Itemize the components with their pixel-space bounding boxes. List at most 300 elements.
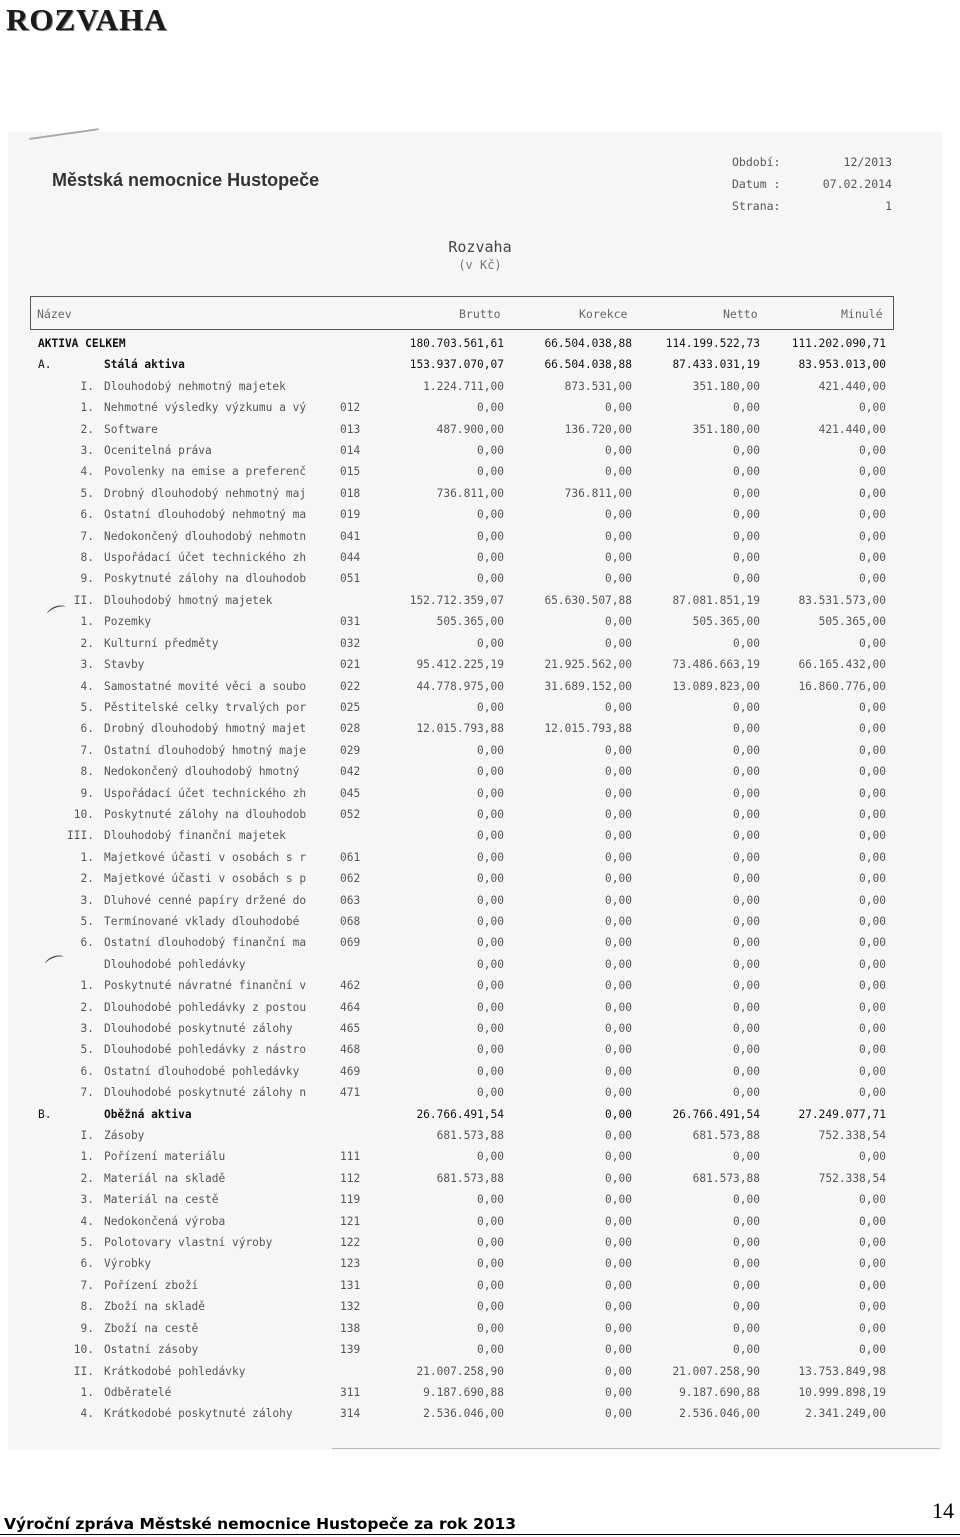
cell-netto: 0,00 (733, 486, 760, 500)
row-number: I. (80, 1129, 94, 1143)
cell-brutto: 21.007.258,90 (416, 1364, 504, 1378)
cell-netto: 0,00 (733, 1193, 760, 1207)
cell-minule: 0,00 (859, 1150, 886, 1164)
cell-minule: 27.249.077,71 (798, 1107, 886, 1121)
cell-netto: 2.536.046,00 (679, 1407, 760, 1421)
row-account-code: 014 (340, 444, 361, 458)
row-number: 4. (80, 1214, 94, 1228)
table-row (0, 762, 960, 783)
row-name: Dluhové cenné papíry držené do (104, 893, 307, 907)
row-name: Software (104, 422, 158, 436)
table-row (0, 634, 960, 655)
cell-korekce: 0,00 (605, 529, 632, 543)
column-minule: Minulé (841, 307, 883, 321)
cell-brutto: 0,00 (477, 1257, 504, 1271)
row-account-code: 465 (340, 1022, 361, 1035)
cell-korekce: 0,00 (605, 1343, 632, 1357)
row-name: Krátkodobé pohledávky (104, 1364, 246, 1378)
meta-value: 1 (885, 199, 892, 213)
cell-brutto: 0,00 (477, 1343, 504, 1357)
cell-netto: 0,00 (733, 1064, 760, 1078)
balance-rows (0, 334, 960, 1426)
cell-brutto: 487.900,00 (436, 422, 504, 436)
cell-korekce: 0,00 (605, 829, 632, 843)
cell-korekce: 0,00 (605, 1321, 632, 1335)
cell-korekce: 0,00 (605, 615, 632, 629)
cell-minule: 0,00 (859, 1321, 886, 1335)
cell-brutto: 0,00 (477, 465, 504, 479)
row-number: 2. (80, 1000, 94, 1014)
report-unit: (v Kč) (458, 258, 502, 272)
row-number: 2. (80, 422, 94, 436)
cell-minule: 0,00 (859, 979, 886, 993)
row-number: 8. (80, 1300, 94, 1314)
cell-netto: 0,00 (733, 786, 760, 800)
cell-korekce: 0,00 (605, 1043, 632, 1057)
row-account-code: 069 (340, 936, 361, 950)
row-account-code: 122 (340, 1236, 361, 1250)
cell-korekce: 65.630.507,88 (544, 593, 632, 607)
row-account-code: 138 (340, 1321, 361, 1335)
cell-korekce: 0,00 (605, 765, 632, 779)
cell-korekce: 0,00 (605, 1107, 632, 1121)
row-name: Materiál na cestě (104, 1193, 219, 1207)
cell-minule: 0,00 (859, 444, 886, 458)
row-number: 9. (80, 786, 94, 800)
cell-netto: 0,00 (733, 1300, 760, 1314)
page-bottom-line (332, 1448, 940, 1449)
row-number: II. (73, 1364, 94, 1378)
row-name: Nehmotné výsledky výzkumu a vý (104, 401, 307, 415)
cell-korekce: 0,00 (605, 551, 632, 565)
row-name: Zásoby (104, 1129, 145, 1143)
cell-brutto: 0,00 (477, 743, 504, 757)
row-number: 3. (80, 893, 94, 907)
row-name: Samostatné movité věci a soubo (104, 679, 307, 693)
row-number: 5. (80, 914, 94, 928)
row-account-code: 068 (340, 914, 361, 928)
row-number: 6. (80, 1064, 94, 1078)
cell-korekce: 0,00 (605, 1364, 632, 1378)
row-account-code: 019 (340, 508, 361, 522)
row-account-code: 015 (340, 465, 361, 479)
cell-brutto: 0,00 (477, 1086, 504, 1100)
cell-brutto: 9.187.690,88 (423, 1385, 504, 1399)
cell-brutto: 0,00 (477, 765, 504, 779)
cell-brutto: 0,00 (477, 444, 504, 458)
row-name: Dlouhodobé poskytnuté zálohy (104, 1022, 293, 1035)
cell-brutto: 0,00 (477, 1214, 504, 1228)
row-number: 6. (80, 1257, 94, 1271)
meta-page (732, 199, 892, 221)
cell-korekce: 66.504.038,88 (544, 337, 632, 350)
cell-minule: 752.338,54 (818, 1129, 886, 1143)
cell-netto: 0,00 (733, 979, 760, 993)
cell-minule: 0,00 (859, 1214, 886, 1228)
cell-brutto: 0,00 (477, 551, 504, 565)
table-row (0, 1062, 960, 1083)
cell-brutto: 0,00 (477, 1064, 504, 1078)
row-account-code: 112 (340, 1171, 361, 1185)
row-number: 5. (80, 700, 94, 714)
row-number: 3. (80, 1193, 94, 1207)
cell-minule: 0,00 (859, 1064, 886, 1078)
cell-netto: 0,00 (733, 850, 760, 864)
cell-netto: 0,00 (733, 1343, 760, 1357)
row-account-code: 045 (340, 786, 361, 800)
cell-minule: 0,00 (859, 1086, 886, 1100)
cell-korekce: 31.689.152,00 (544, 679, 632, 693)
row-name: Poskytnuté zálohy na dlouhodob (104, 807, 307, 821)
row-account-code: 469 (340, 1064, 361, 1078)
row-name: Kulturní předměty (104, 636, 219, 650)
table-row (0, 698, 960, 719)
cell-korekce: 0,00 (605, 636, 632, 650)
cell-brutto: 0,00 (477, 1300, 504, 1314)
cell-netto: 0,00 (733, 722, 760, 736)
table-row (0, 441, 960, 462)
cell-brutto: 1.224.711,00 (423, 379, 504, 393)
cell-korekce: 0,00 (605, 979, 632, 993)
cell-netto: 9.187.690,88 (679, 1385, 760, 1399)
row-name: Ostatní dlouhodobý finanční ma (104, 936, 307, 950)
row-name: Termínované vklady dlouhodobé (104, 914, 300, 928)
cell-korekce: 736.811,00 (564, 486, 632, 500)
cell-brutto: 0,00 (477, 1236, 504, 1250)
table-row (0, 462, 960, 483)
row-account-code: 471 (340, 1086, 361, 1100)
row-number: 6. (80, 722, 94, 736)
cell-minule: 0,00 (859, 486, 886, 500)
cell-brutto: 0,00 (477, 1321, 504, 1335)
cell-korekce: 0,00 (605, 957, 632, 971)
cell-netto: 0,00 (733, 1278, 760, 1292)
row-account-code: 464 (340, 1000, 361, 1014)
cell-korekce: 0,00 (605, 872, 632, 886)
cell-brutto: 26.766.491,54 (416, 1107, 504, 1121)
row-number: 7. (80, 1278, 94, 1292)
cell-brutto: 0,00 (477, 636, 504, 650)
row-number: 1. (80, 615, 94, 629)
row-name: Povolenky na emise a preferenč (104, 465, 307, 479)
row-name: Uspořádací účet technického zh (104, 786, 307, 800)
table-row (0, 1040, 960, 1061)
row-number: 9. (80, 572, 94, 586)
row-name: Majetkové účasti v osobách s p (104, 872, 307, 886)
cell-minule: 10.999.898,19 (798, 1385, 886, 1399)
cell-netto: 0,00 (733, 1086, 760, 1100)
column-header (30, 296, 894, 330)
cell-korekce: 12.015.793,88 (544, 722, 632, 736)
row-number: 9. (80, 1321, 94, 1335)
cell-brutto: 152.712.359,07 (409, 593, 504, 607)
row-number: 7. (80, 1086, 94, 1100)
row-number: III. (67, 829, 94, 843)
cell-minule: 0,00 (859, 1343, 886, 1357)
cell-netto: 0,00 (733, 1000, 760, 1014)
cell-korekce: 0,00 (605, 572, 632, 586)
row-account-code: 062 (340, 872, 361, 886)
row-name: AKTIVA CELKEM (38, 337, 126, 350)
cell-minule: 0,00 (859, 807, 886, 821)
cell-korekce: 0,00 (605, 1236, 632, 1250)
row-name: Dlouhodobý nehmotný majetek (104, 379, 286, 393)
cell-korekce: 136.720,00 (564, 422, 632, 436)
row-name: Ostatní dlouhodobé pohledávky (104, 1064, 300, 1078)
row-number: 6. (80, 508, 94, 522)
cell-korekce: 0,00 (605, 1300, 632, 1314)
row-account-code: 139 (340, 1343, 361, 1357)
row-name: Uspořádací účet technického zh (104, 551, 307, 565)
cell-brutto: 0,00 (477, 936, 504, 950)
hospital-name: Městská nemocnice Hustopeče (52, 170, 320, 190)
row-name: Polotovary vlastní výroby (104, 1236, 273, 1250)
handwritten-mark: ⌒ (45, 603, 73, 631)
cell-netto: 114.199.522,73 (665, 337, 760, 350)
cell-brutto: 44.778.975,00 (416, 679, 504, 693)
cell-brutto: 0,00 (477, 979, 504, 993)
row-account-code: 029 (340, 743, 361, 757)
row-number: 10. (73, 1343, 94, 1357)
cell-netto: 26.766.491,54 (672, 1107, 760, 1121)
cell-korekce: 0,00 (605, 1278, 632, 1292)
cell-brutto: 736.811,00 (436, 486, 504, 500)
cell-netto: 681.573,88 (692, 1171, 760, 1185)
table-row (0, 1126, 960, 1147)
table-row (0, 805, 960, 826)
row-name: Ostatní dlouhodobý nehmotný ma (104, 508, 307, 522)
row-name: Pozemky (104, 615, 152, 629)
row-account-code: 462 (340, 979, 361, 993)
row-name: Zboží na cestě (104, 1321, 199, 1335)
table-row (0, 420, 960, 441)
cell-korekce: 0,00 (605, 786, 632, 800)
row-number: 1. (80, 1150, 94, 1164)
cell-korekce: 0,00 (605, 1150, 632, 1164)
table-row (0, 955, 960, 976)
table-row (0, 1383, 960, 1404)
cell-korekce: 0,00 (605, 1407, 632, 1421)
cell-netto: 87.433.031,19 (672, 358, 760, 372)
cell-minule: 0,00 (859, 551, 886, 565)
row-account-code: 063 (340, 893, 361, 907)
cell-netto: 0,00 (733, 743, 760, 757)
cell-brutto: 180.703.561,61 (409, 337, 504, 350)
row-number: 7. (80, 743, 94, 757)
row-name: Odběratelé (104, 1385, 172, 1399)
cell-netto: 0,00 (733, 572, 760, 586)
table-row (0, 677, 960, 698)
table-row (0, 334, 960, 355)
footer-title: Výroční zpráva Městské nemocnice Hustopeče za rok 2013 (4, 1515, 517, 1533)
table-row (0, 505, 960, 526)
meta-date (732, 177, 892, 199)
handwritten-mark: ⌒ (43, 953, 71, 981)
table-row (0, 398, 960, 419)
table-row (0, 1169, 960, 1190)
row-name: Nedokončená výroba (104, 1214, 226, 1228)
cell-minule: 0,00 (859, 1300, 886, 1314)
cell-minule: 0,00 (859, 700, 886, 714)
cell-netto: 0,00 (733, 1321, 760, 1335)
cell-minule: 0,00 (859, 465, 886, 479)
cell-korekce: 0,00 (605, 401, 632, 415)
row-name: Zboží na skladě (104, 1300, 206, 1314)
cell-brutto: 681.573,88 (436, 1129, 504, 1143)
cell-minule: 2.341.249,00 (805, 1407, 886, 1421)
row-name: Dlouhodobé pohledávky z nástro (104, 1043, 307, 1057)
cell-netto: 0,00 (733, 1257, 760, 1271)
row-number: 1. (80, 1385, 94, 1399)
cell-minule: 0,00 (859, 1043, 886, 1057)
table-row (0, 891, 960, 912)
row-name: Dlouhodobý hmotný majetek (104, 593, 273, 607)
cell-minule: 0,00 (859, 572, 886, 586)
cell-korekce: 21.925.562,00 (544, 658, 632, 672)
cell-minule: 421.440,00 (818, 422, 886, 436)
row-account-code: 042 (340, 765, 361, 779)
table-row (0, 1212, 960, 1233)
cell-netto: 0,00 (733, 936, 760, 950)
table-row (0, 1297, 960, 1318)
cell-minule: 16.860.776,00 (798, 679, 886, 693)
cell-brutto: 0,00 (477, 1043, 504, 1057)
cell-netto: 0,00 (733, 872, 760, 886)
table-row (0, 569, 960, 590)
report-title: Rozvaha (448, 238, 512, 256)
table-row (0, 976, 960, 997)
row-name: Pořízení zboží (104, 1278, 199, 1292)
cell-minule: 0,00 (859, 401, 886, 415)
cell-netto: 0,00 (733, 807, 760, 821)
cell-brutto: 0,00 (477, 1278, 504, 1292)
cell-korekce: 0,00 (605, 1257, 632, 1271)
cell-netto: 0,00 (733, 1214, 760, 1228)
cell-minule: 0,00 (859, 743, 886, 757)
row-name: Dlouhodobé poskytnuté zálohy n (104, 1086, 307, 1100)
cell-minule: 83.531.573,00 (798, 593, 886, 607)
cell-korekce: 0,00 (605, 893, 632, 907)
row-number: I. (80, 379, 94, 393)
table-row (0, 527, 960, 548)
page-number: 14 (932, 1498, 954, 1523)
cell-minule: 0,00 (859, 829, 886, 843)
row-account-code: 021 (340, 658, 361, 672)
table-row (0, 1105, 960, 1126)
meta-period (732, 155, 892, 177)
row-number: 8. (80, 765, 94, 779)
table-row (0, 869, 960, 890)
cell-korekce: 0,00 (605, 850, 632, 864)
cell-brutto: 95.412.225,19 (416, 658, 504, 672)
table-row (0, 741, 960, 762)
row-number: 7. (80, 529, 94, 543)
row-number: 2. (80, 1171, 94, 1185)
cell-minule: 0,00 (859, 1278, 886, 1292)
cell-minule: 0,00 (859, 1193, 886, 1207)
document-heading: ROZVAHA (6, 2, 168, 37)
cell-netto: 0,00 (733, 529, 760, 543)
row-name: Materiál na skladě (104, 1171, 226, 1185)
cell-netto: 0,00 (733, 508, 760, 522)
column-name: Název (37, 307, 72, 321)
meta-label: Strana: (732, 199, 781, 213)
table-row (0, 1404, 960, 1425)
column-netto: Netto (723, 307, 758, 321)
report-meta (732, 155, 892, 221)
row-number: 6. (80, 936, 94, 950)
row-account-code: 121 (340, 1214, 361, 1228)
cell-minule: 0,00 (859, 1022, 886, 1035)
cell-brutto: 0,00 (477, 1000, 504, 1014)
meta-value: 07.02.2014 (822, 177, 892, 191)
row-number: 8. (80, 551, 94, 565)
table-row (0, 998, 960, 1019)
cell-brutto: 2.536.046,00 (423, 1407, 504, 1421)
cell-netto: 0,00 (733, 893, 760, 907)
table-row (0, 784, 960, 805)
cell-netto: 0,00 (733, 914, 760, 928)
table-row (0, 1362, 960, 1383)
row-name: Ocenitelná práva (104, 444, 212, 458)
cell-brutto: 12.015.793,88 (416, 722, 504, 736)
column-brutto: Brutto (459, 307, 501, 321)
cell-netto: 73.486.663,19 (672, 658, 760, 672)
row-account-code: 012 (340, 401, 361, 415)
cell-minule: 0,00 (859, 765, 886, 779)
table-row (0, 1340, 960, 1361)
row-account-code: 018 (340, 486, 361, 500)
cell-korekce: 0,00 (605, 743, 632, 757)
cell-korekce: 0,00 (605, 1171, 632, 1185)
row-number: 3. (80, 444, 94, 458)
table-row (0, 826, 960, 847)
row-account-code: 051 (340, 572, 361, 586)
cell-brutto: 505.365,00 (436, 615, 504, 629)
row-account-code: 311 (340, 1385, 361, 1399)
cell-brutto: 0,00 (477, 786, 504, 800)
row-account-code: 013 (340, 422, 361, 436)
cell-minule: 0,00 (859, 508, 886, 522)
row-account-code: 132 (340, 1300, 361, 1314)
cell-korekce: 0,00 (605, 444, 632, 458)
cell-brutto: 0,00 (477, 914, 504, 928)
cell-brutto: 0,00 (477, 893, 504, 907)
row-number: 2. (80, 636, 94, 650)
cell-brutto: 681.573,88 (436, 1171, 504, 1185)
cell-netto: 351.180,00 (692, 379, 760, 393)
cell-brutto: 0,00 (477, 572, 504, 586)
cell-minule: 505.365,00 (818, 615, 886, 629)
table-row (0, 484, 960, 505)
cell-minule: 0,00 (859, 1257, 886, 1271)
table-row (0, 1276, 960, 1297)
cell-brutto: 0,00 (477, 508, 504, 522)
cell-minule: 13.753.849,98 (798, 1364, 886, 1378)
table-row (0, 719, 960, 740)
row-name: Ostatní dlouhodobý hmotný maje (104, 743, 307, 757)
cell-brutto: 0,00 (477, 872, 504, 886)
table-row (0, 1319, 960, 1340)
row-number: 1. (80, 401, 94, 415)
row-name: Stálá aktiva (104, 358, 185, 372)
meta-value: 12/2013 (843, 155, 892, 169)
row-number: 4. (80, 1407, 94, 1421)
table-row (0, 1083, 960, 1104)
cell-minule: 66.165.432,00 (798, 658, 886, 672)
cell-netto: 0,00 (733, 1236, 760, 1250)
row-name: Dlouhodobý finanční majetek (104, 829, 286, 843)
